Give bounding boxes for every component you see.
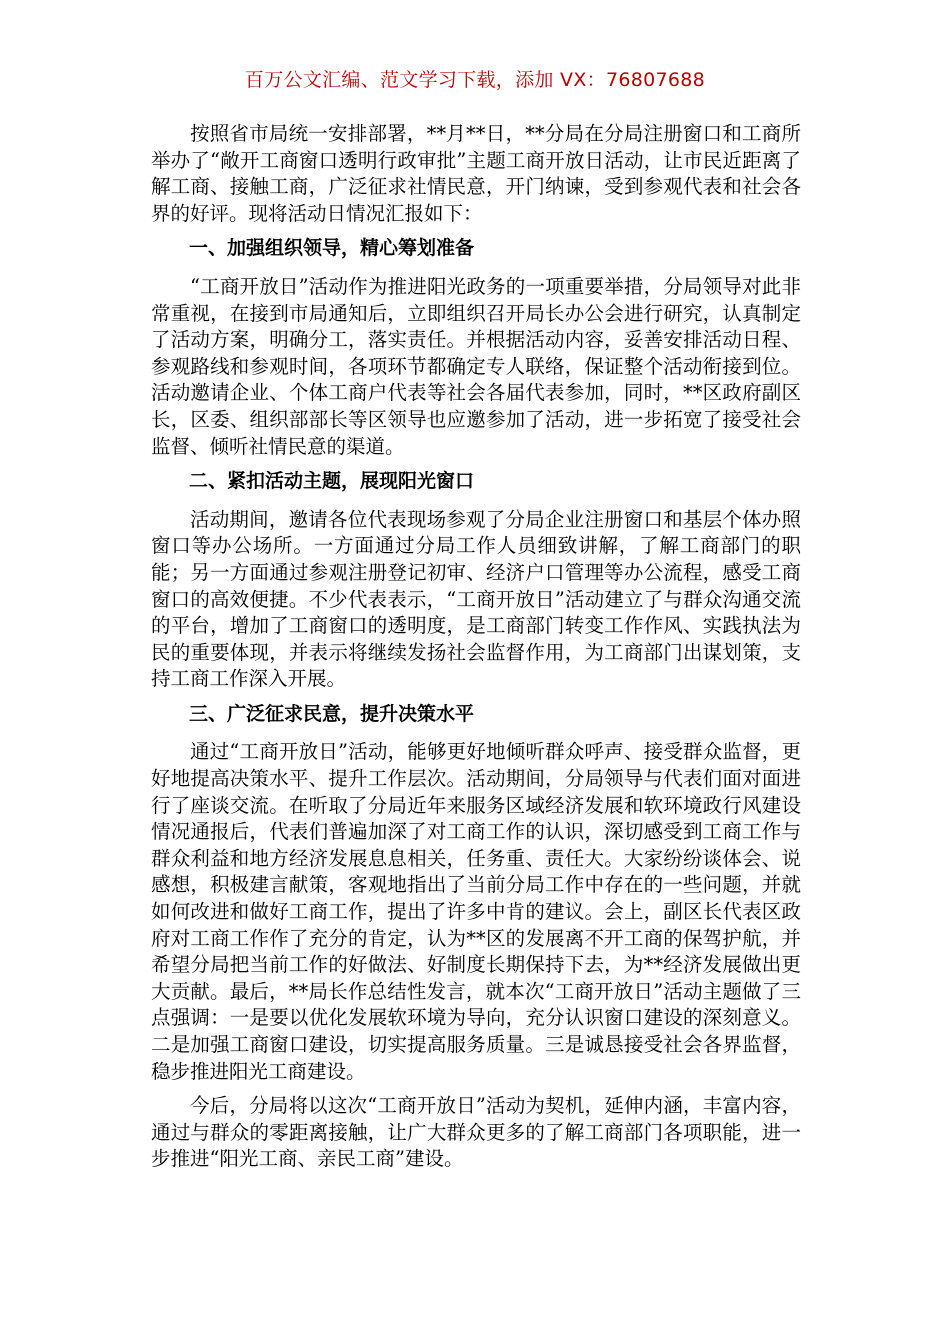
section-paragraph-2: 活动期间，邀请各位代表现场参观了分局企业注册窗口和基层个体办照窗口等办公场所。一方面通过分局工作人员细致讲解，了解工商部门的职能；另一方面通过参观注册登记初审、经济户口管理等办公流程，感受工商窗口的高效便捷。不少代表表示，“工商开放日”活动建立了与群众沟通交流的平台，增加了工商窗口的透明度，是工商部门转变工作作风、实践执法为民的重要体现，并表示将继续发扬社会监督作用，为工商部门出谋划策，支持工商工作深入开展。	[151, 507, 801, 691]
section-heading-2: 二、紧扣活动主题，展现阳光窗口	[189, 470, 475, 493]
section-heading-3: 三、广泛征求民意，提升决策水平	[189, 702, 475, 725]
document-body	[151, 121, 801, 1181]
section-heading-1: 一、加强组织领导，精心筹划准备	[189, 237, 475, 260]
section-paragraph-3: 通过“工商开放日”活动，能够更好地倾听群众呼声、接受群众监督，更好地提高决策水平、提升工作层次。活动期间，分局领导与代表们面对面进行了座谈交流。在听取了分局近年来服务区域经济发展和软环境政行风建设情况通报后，代表们普遍加深了对工商工作的认识，深切感受到工商工作与群众利益和地方经济发展息息相关，任务重、责任大。大家纷纷谈体会、说感想，积极建言献策，客观地指出了当前分局工作中存在的一些问题，并就如何改进和做好工商工作，提出了许多中肯的建议。会上，副区长代表区政府对工商工作作了充分的肯定，认为**区的发展离不开工商的保驾护航，并希望分局把当前工作的好做法、好制度长期保持下去，为**经济发展做出更大贡献。最后，**局长作总结性发言，就本次“工商开放日”活动主题做了三点强调：一是要以优化发展软环境为导向，充分认识窗口建设的深刻意义。二是加强工商窗口建设，切实提高服务质量。三是诚恳接受社会各界监督，稳步推进阳光工商建设。	[151, 740, 801, 1083]
closing-paragraph: 今后，分局将以这次“工商开放日”活动为契机，延伸内涵，丰富内容，通过与群众的零距离接触，让广大群众更多的了解工商部门各项职能，进一步推进“阳光工商、亲民工商”建设。	[151, 1094, 801, 1171]
promo-banner: 百万公文汇编、范文学习下载，添加 VX：76807688	[244, 69, 706, 91]
intro-paragraph: 按照省市局统一安排部署，**月**日，**分局在分局注册窗口和工商所举办了“敞开工商窗口透明行政审批”主题工商开放日活动，让市民近距离了解工商、接触工商，广泛征求社情民意，开门纳谏，受到参观代表和社会各界的好评。现将活动日情况汇报如下：	[151, 122, 801, 225]
section-paragraph-1: “工商开放日”活动作为推进阳光政务的一项重要举措，分局领导对此非常重视，在接到市局通知后，立即组织召开局长办公会进行研究，认真制定了活动方案，明确分工，落实责任。并根据活动内容，妥善安排活动日程、参观路线和参观时间，各项环节都确定专人联络，保证整个活动衔接到位。活动邀请企业、个体工商户代表等社会各届代表参加，同时，**区政府副区长，区委、组织部部长等区领导也应邀参加了活动，进一步拓宽了接受社会监督、倾听社情民意的渠道。	[151, 274, 801, 458]
